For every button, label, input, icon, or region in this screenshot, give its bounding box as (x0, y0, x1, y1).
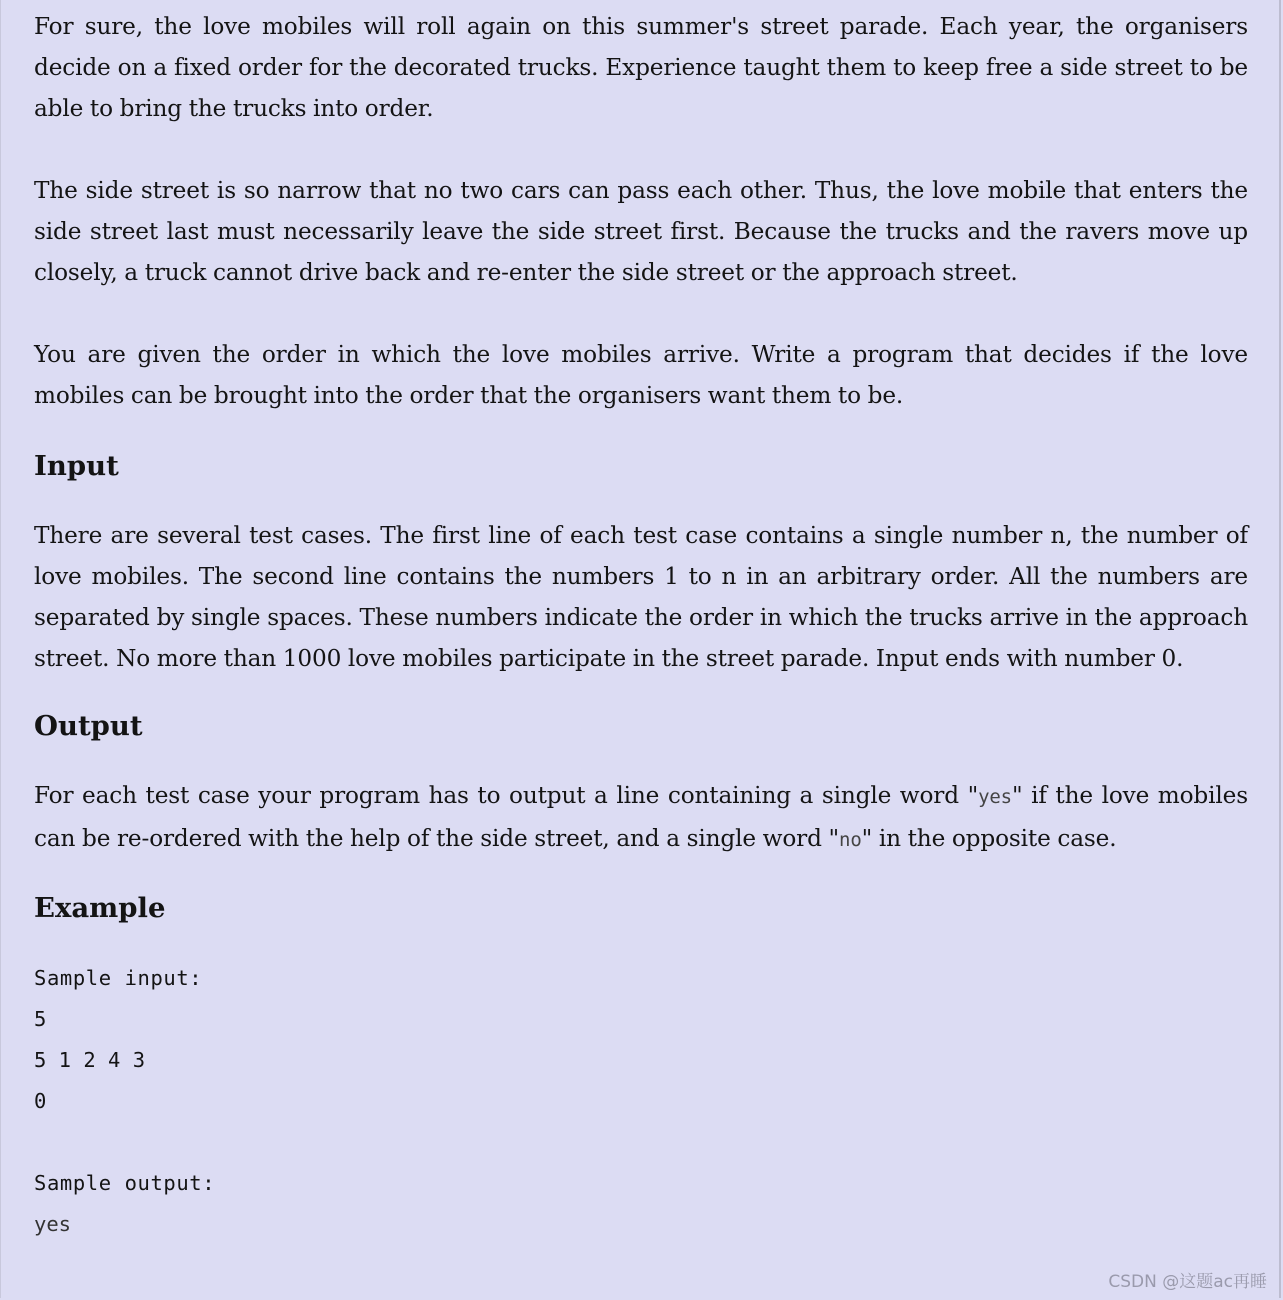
sample-input-line: 5 (34, 1007, 47, 1031)
sample-output-line: yes (34, 1212, 72, 1236)
output-heading: Output (34, 710, 143, 742)
output-text-after-no: " in the opposite case. (861, 825, 1117, 852)
csdn-watermark: CSDN @这题ac再睡 (1108, 1272, 1267, 1292)
output-text-before-yes: For each test case your program has to output a line containing a single word " (34, 782, 979, 809)
sample-output-label: Sample output: (34, 1171, 216, 1195)
intro-paragraph-1: For sure, the love mobiles will roll again on this summer's street parade. Each year, the organisers decide on a fixed order for the decorated trucks. Experience taught them to keep free a side street to be able to bring the trucks into order. (34, 13, 1248, 122)
input-heading: Input (34, 450, 119, 482)
input-description: There are several test cases. The first line of each test case contains a single number n, the number of love mobiles. The second line contains the numbers 1 to n in an arbitrary order. All the numbers are separated by single spaces. These numbers indicate the order in which the trucks arrive in the approach street. No more than 1000 love mobiles participate in the street parade. Input ends with number 0. (34, 522, 1248, 672)
sample-input-label: Sample input: (34, 966, 203, 990)
intro-paragraph-2: The side street is so narrow that no two cars can pass each other. Thus, the love mobile that enters the side street last must necessarily leave the side street first. Because the trucks and the ravers move up closely, a truck cannot drive back and re-enter the side street or the approach street. (34, 177, 1248, 286)
sample-input-line: 0 (34, 1089, 47, 1113)
no-code: no (839, 829, 862, 851)
example-heading: Example (34, 892, 166, 924)
sample-output-block (34, 1163, 1248, 1245)
intro-paragraph-3: You are given the order in which the love mobiles arrive. Write a program that decides if the love mobiles can be brought into the order that the organisers want them to be. (34, 341, 1248, 409)
sample-input-line: 5 1 2 4 3 (34, 1048, 146, 1072)
yes-code: yes (978, 786, 1012, 808)
output-description (34, 775, 1248, 861)
sample-input-block (34, 958, 1248, 1122)
problem-statement (34, 6, 1248, 1245)
output-text-between: " if the love mobiles can be re-ordered with the help of the side street, and a single word " (34, 782, 1248, 852)
